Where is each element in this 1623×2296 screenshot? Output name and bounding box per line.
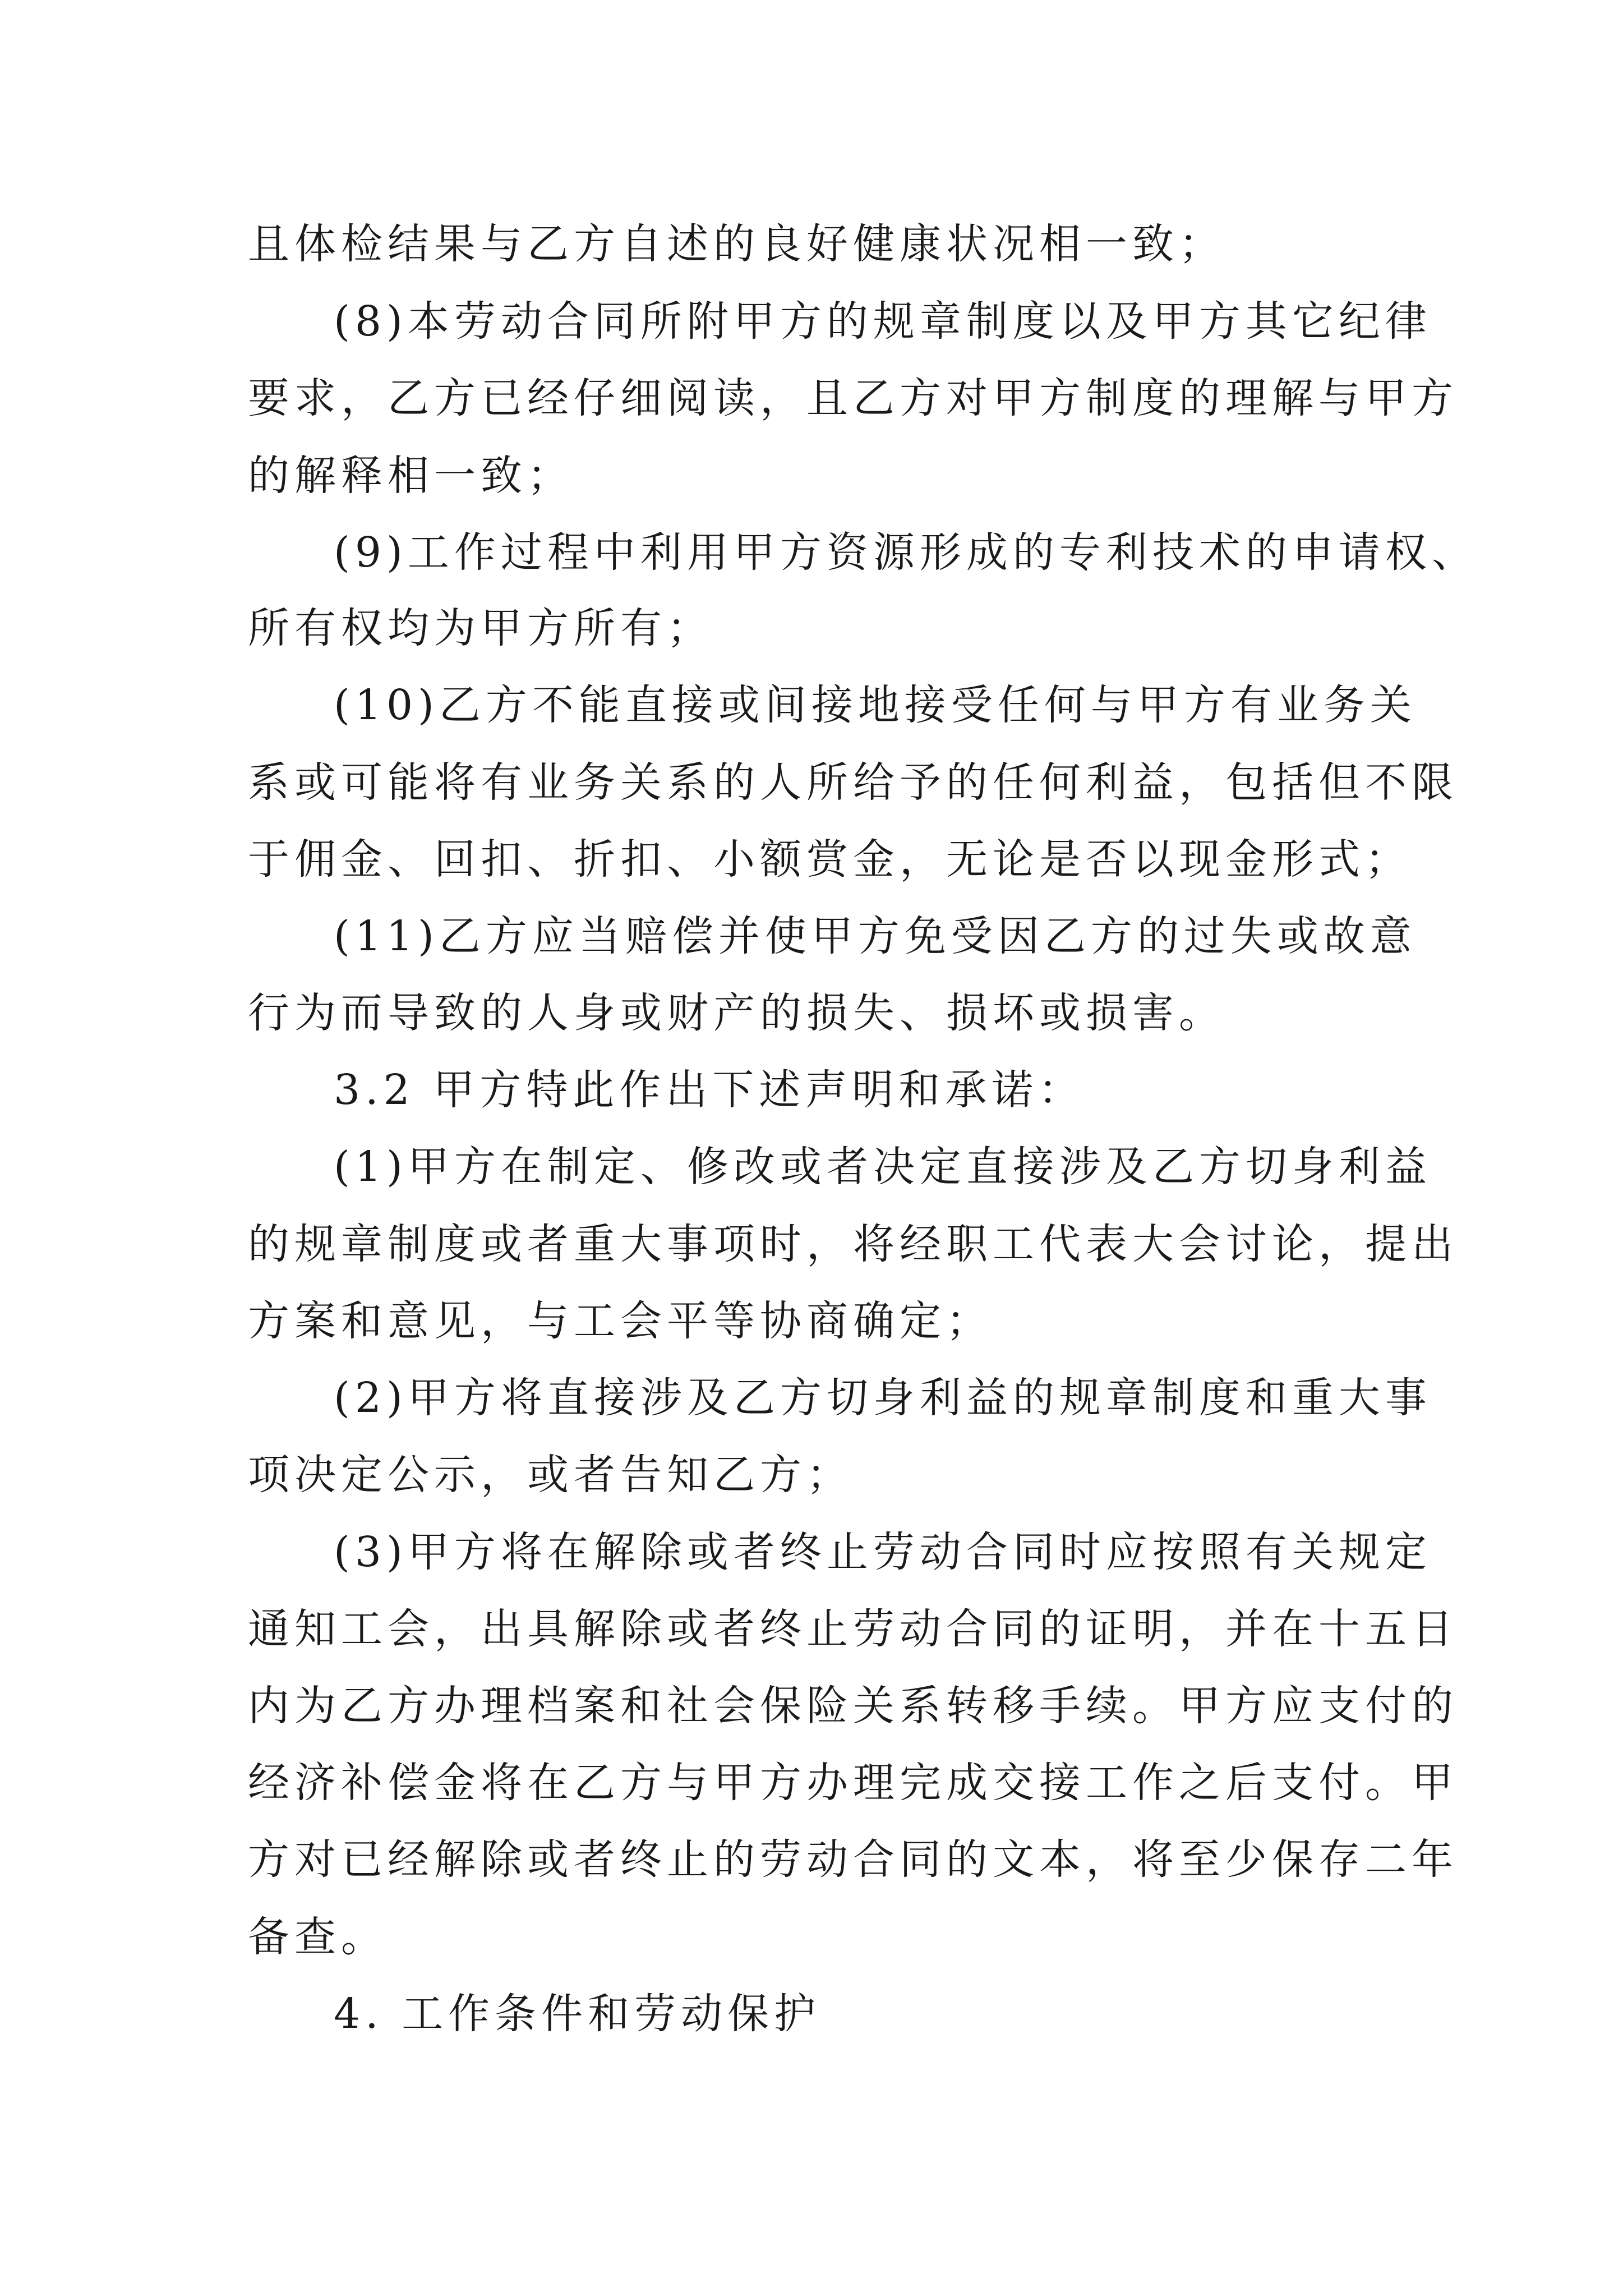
text-line: (10)乙方不能直接或间接地接受任何与甲方有业务关 <box>334 681 1417 729</box>
text-line: 方对已经解除或者终止的劳动合同的文本，将至少保存二年 <box>248 1835 1458 1884</box>
text-line: 3.2 甲方特此作出下述声明和承诺： <box>334 1066 1085 1114</box>
text-line: (1)甲方在制定、修改或者决定直接涉及乙方切身利益 <box>334 1143 1432 1191</box>
text-line: (2)甲方将直接涉及乙方切身利益的规章制度和重大事 <box>334 1374 1432 1422</box>
text-line: 方案和意见，与工会平等协商确定； <box>248 1297 993 1345</box>
text-line: (3)甲方将在解除或者终止劳动合同时应按照有关规定 <box>334 1528 1432 1576</box>
text-line: 经济补偿金将在乙方与甲方办理完成交接工作之后支付。甲 <box>248 1759 1458 1807</box>
text-line: 系或可能将有业务关系的人所给予的任何利益，包括但不限 <box>248 758 1458 807</box>
text-line: 行为而导致的人身或财产的损失、损坏或损害。 <box>248 989 1225 1037</box>
text-line: 且体检结果与乙方自述的良好健康状况相一致； <box>248 220 1225 268</box>
text-line: (11)乙方应当赔偿并使甲方免受因乙方的过失或故意 <box>334 912 1417 960</box>
text-line: 的规章制度或者重大事项时，将经职工代表大会讨论，提出 <box>248 1220 1458 1268</box>
text-line: 要求，乙方已经仔细阅读，且乙方对甲方制度的理解与甲方 <box>248 374 1458 422</box>
text-line: 备查。 <box>248 1913 388 1961</box>
section-heading: 4. 工作条件和劳动保护 <box>334 1990 821 2038</box>
text-line: (9)工作过程中利用甲方资源形成的专利技术的申请权、 <box>334 528 1478 577</box>
text-line: 内为乙方办理档案和社会保险关系转移手续。甲方应支付的 <box>248 1682 1458 1730</box>
text-line: 于佣金、回扣、折扣、小额赏金，无论是否以现金形式； <box>248 835 1412 884</box>
text-line: (8)本劳动合同所附甲方的规章制度以及甲方其它纪律 <box>334 297 1432 346</box>
text-line: 所有权均为甲方所有； <box>248 604 713 652</box>
text-line: 的解释相一致； <box>248 452 574 500</box>
text-line: 通知工会，出具解除或者终止劳动合同的证明，并在十五日 <box>248 1605 1458 1653</box>
text-line: 项决定公示，或者告知乙方； <box>248 1451 853 1499</box>
